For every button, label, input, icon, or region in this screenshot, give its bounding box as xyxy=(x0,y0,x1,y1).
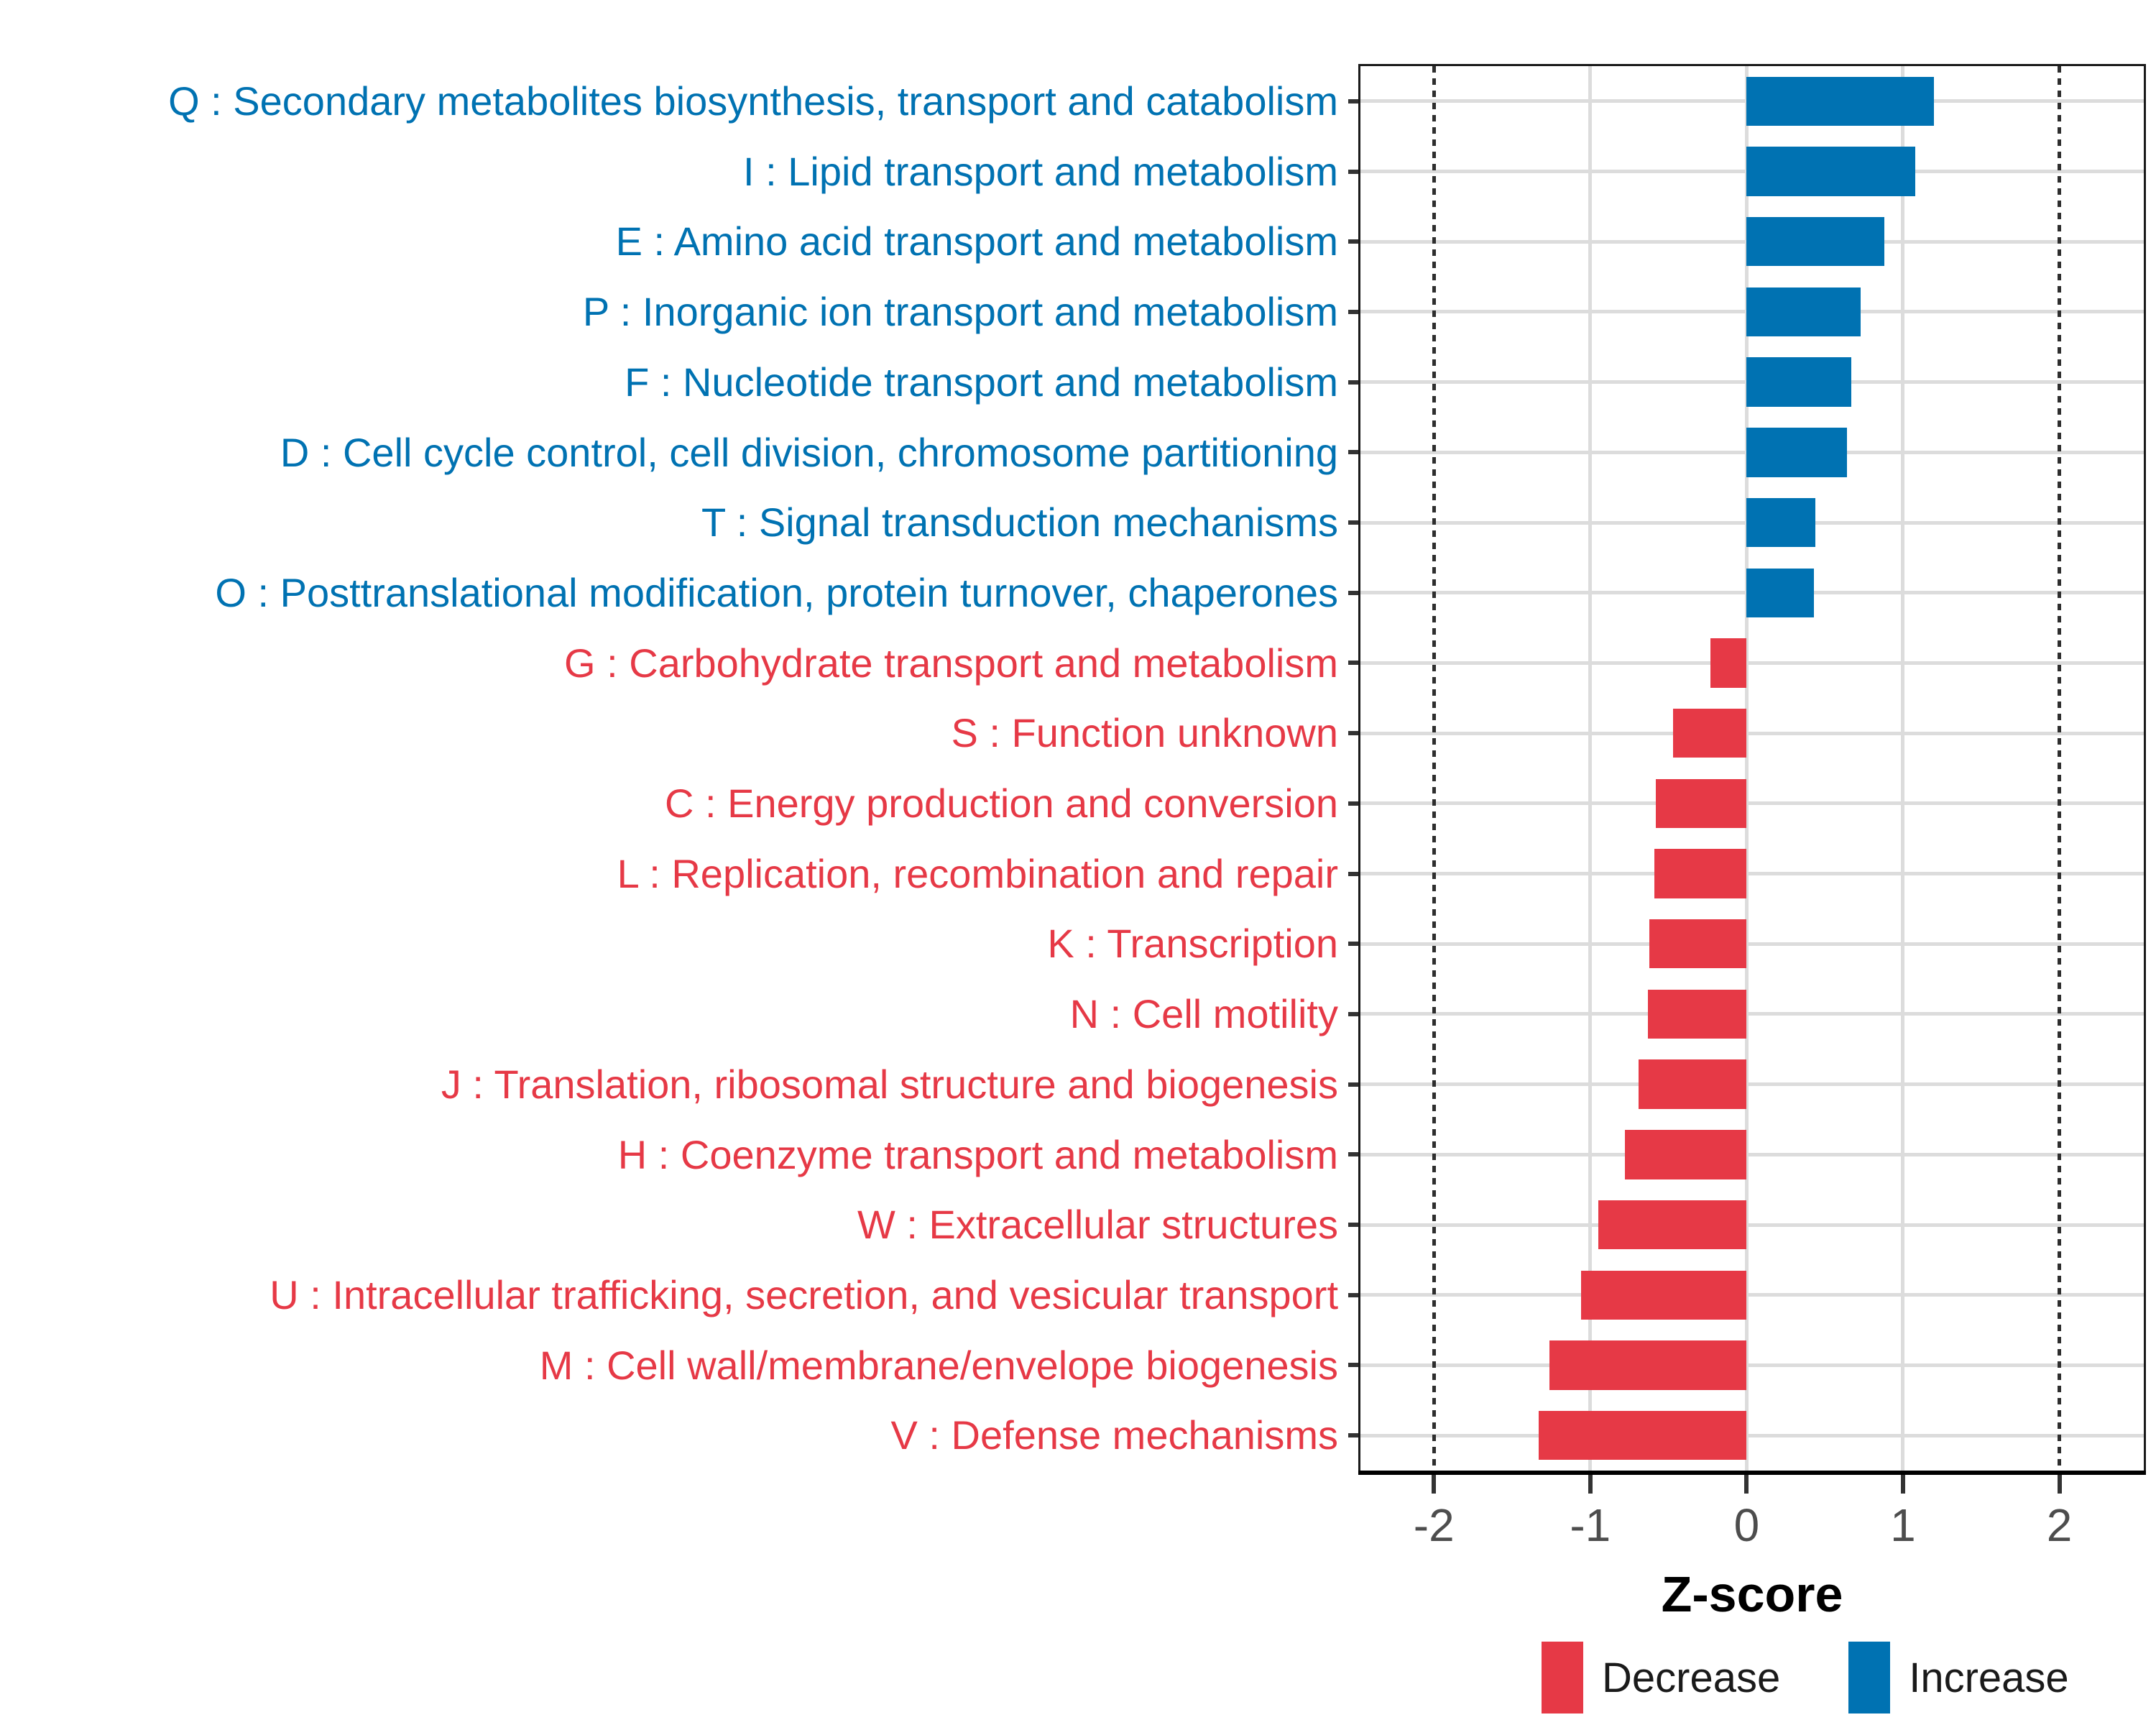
legend-entry-increase xyxy=(1848,1642,2068,1714)
category-label-V: V : Defense mechanisms xyxy=(890,1412,1338,1458)
bar-D xyxy=(1746,428,1846,477)
bar-Q xyxy=(1746,77,1934,126)
legend-label-increase: Increase xyxy=(1909,1654,2069,1701)
x-tick-label--2: -2 xyxy=(1413,1499,1455,1551)
category-label-O: O : Posttranslational modification, protein turnover, chaperones xyxy=(215,569,1338,615)
x-axis-tick--1 xyxy=(1588,1475,1593,1494)
x-axis-tick-0 xyxy=(1744,1475,1749,1494)
y-axis-tick-L xyxy=(1348,872,1358,876)
category-label-J: J : Translation, ribosomal structure and biogenesis xyxy=(441,1061,1338,1107)
y-axis-tick-C xyxy=(1348,801,1358,806)
legend-key-increase-swatch xyxy=(1848,1642,1890,1714)
bar-F xyxy=(1746,357,1851,406)
gridline-y-19 xyxy=(1360,1434,2144,1438)
category-label-L: L : Replication, recombination and repair xyxy=(617,850,1338,896)
legend-key-decrease-swatch xyxy=(1542,1642,1583,1714)
y-axis-tick-W xyxy=(1348,1223,1358,1227)
x-axis-tick-2 xyxy=(2058,1475,2062,1494)
bar-C xyxy=(1656,779,1746,828)
bar-T xyxy=(1746,498,1815,547)
y-axis-tick-Q xyxy=(1348,99,1358,104)
legend-entry-decrease xyxy=(1542,1642,1780,1714)
category-label-I: I : Lipid transport and metabolism xyxy=(743,148,1338,194)
category-label-C: C : Energy production and conversion xyxy=(665,781,1338,826)
gridline-y-12 xyxy=(1360,942,2144,946)
bar-S xyxy=(1673,709,1746,758)
x-axis-line xyxy=(1358,1471,2146,1475)
bar-W xyxy=(1598,1200,1747,1249)
y-axis-tick-F xyxy=(1348,380,1358,385)
gridline-y-11 xyxy=(1360,872,2144,875)
y-axis-tick-O xyxy=(1348,591,1358,595)
x-axis-title: Z-score xyxy=(1661,1566,1843,1622)
category-label-Q: Q : Secondary metabolites biosynthesis, transport and catabolism xyxy=(168,78,1338,124)
bar-L xyxy=(1654,849,1746,898)
x-axis-tick-1 xyxy=(1901,1475,1905,1494)
bar-N xyxy=(1648,990,1746,1039)
gridline-y-13 xyxy=(1360,1012,2144,1016)
y-axis-tick-D xyxy=(1348,450,1358,454)
gridline-x-1 xyxy=(1901,66,1904,1471)
category-label-G: G : Carbohydrate transport and metabolism xyxy=(564,640,1338,686)
gridline-y-14 xyxy=(1360,1082,2144,1086)
y-axis-tick-V xyxy=(1348,1433,1358,1438)
gridline-y-15 xyxy=(1360,1153,2144,1156)
y-axis-tick-S xyxy=(1348,731,1358,735)
bar-K xyxy=(1649,919,1746,968)
category-label-K: K : Transcription xyxy=(1047,921,1338,967)
category-label-U: U : Intracellular trafficking, secretion, and vesicular transport xyxy=(270,1271,1338,1317)
y-axis-tick-J xyxy=(1348,1082,1358,1087)
threshold-line-2 xyxy=(2058,66,2061,1471)
gridline-x-0 xyxy=(1745,66,1749,1471)
bar-I xyxy=(1746,147,1915,196)
bar-E xyxy=(1746,217,1884,266)
legend-label-decrease: Decrease xyxy=(1602,1654,1781,1701)
x-tick-label-1: 1 xyxy=(1890,1499,1916,1551)
y-axis-tick-P xyxy=(1348,310,1358,314)
bar-J xyxy=(1639,1059,1746,1108)
gridline-x--1 xyxy=(1588,66,1592,1471)
y-axis-tick-H xyxy=(1348,1152,1358,1156)
bar-H xyxy=(1625,1130,1747,1179)
bar-M xyxy=(1549,1340,1746,1389)
gridline-y-17 xyxy=(1360,1293,2144,1297)
threshold-line--2 xyxy=(1432,66,1436,1471)
category-label-S: S : Function unknown xyxy=(951,710,1338,756)
bar-U xyxy=(1581,1271,1747,1320)
legend xyxy=(1542,1637,2069,1718)
bar-G xyxy=(1710,638,1746,687)
gridline-y-10 xyxy=(1360,801,2144,805)
x-axis-tick--2 xyxy=(1432,1475,1436,1494)
bar-P xyxy=(1746,288,1861,336)
bar-O xyxy=(1746,569,1814,617)
y-axis-tick-E xyxy=(1348,239,1358,244)
category-label-T: T : Signal transduction mechanisms xyxy=(701,500,1338,546)
gridline-y-18 xyxy=(1360,1363,2144,1367)
gridline-y-16 xyxy=(1360,1223,2144,1227)
x-tick-label-0: 0 xyxy=(1733,1499,1760,1551)
gridline-y-8 xyxy=(1360,661,2144,665)
category-label-W: W : Extracellular structures xyxy=(857,1202,1338,1248)
gridline-y-9 xyxy=(1360,732,2144,735)
category-label-E: E : Amino acid transport and metabolism xyxy=(615,218,1338,264)
y-axis-tick-T xyxy=(1348,520,1358,525)
y-axis-tick-G xyxy=(1348,661,1358,665)
category-label-H: H : Coenzyme transport and metabolism xyxy=(617,1131,1338,1177)
category-label-N: N : Cell motility xyxy=(1069,991,1338,1037)
y-axis-tick-M xyxy=(1348,1363,1358,1367)
panel-border xyxy=(1358,64,2146,1473)
category-label-P: P : Inorganic ion transport and metabolism xyxy=(582,289,1338,335)
y-axis-tick-K xyxy=(1348,942,1358,946)
category-label-F: F : Nucleotide transport and metabolism xyxy=(625,359,1338,405)
y-axis-tick-U xyxy=(1348,1293,1358,1297)
bar-V xyxy=(1539,1411,1746,1460)
x-tick-label--1: -1 xyxy=(1570,1499,1611,1551)
category-label-M: M : Cell wall/membrane/envelope biogenesis xyxy=(539,1342,1338,1388)
y-axis-tick-N xyxy=(1348,1012,1358,1016)
x-tick-label-2: 2 xyxy=(2046,1499,2073,1551)
y-axis-tick-I xyxy=(1348,170,1358,174)
category-label-D: D : Cell cycle control, cell division, chromosome partitioning xyxy=(280,429,1338,475)
